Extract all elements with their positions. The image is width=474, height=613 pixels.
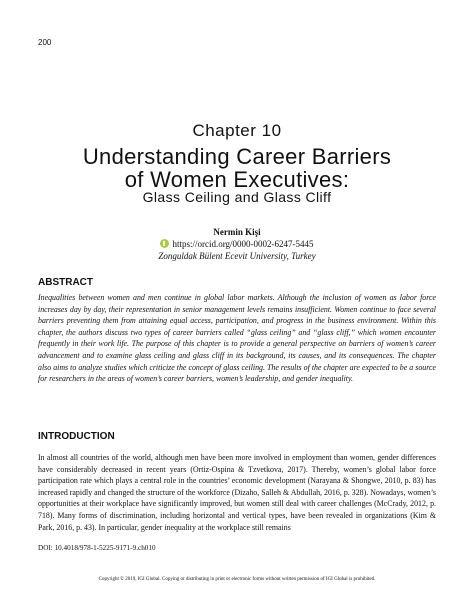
author-name: Nermin Kişi bbox=[213, 227, 261, 237]
abstract-body: Inequalities between women and men continue in global labor markets. Although the inclusion of women as labor force increases day by day, their representation in senior management levels remains insufficient. Women continue to face several barriers preventing them from attaining equal access, participation, and progress in the business environment. Within this chapter, the authors discuss two types of career barriers called “glass ceiling” and “glass cliff,” which women encounter frequently in their work life. The purpose of this chapter is to provide a general perspective on barriers of women’s career advancement and to examine glass ceiling and glass cliff in its background, its causes, and its consequences. The chapter also aims to analyze studies which criticize the concept of glass ceiling. The results of the chapter are expected to be a source for researchers in the areas of women’s career barriers, women’s leadership, and gender inequality. bbox=[38, 293, 436, 384]
introduction-heading: INTRODUCTION bbox=[38, 431, 115, 442]
copyright-notice: Copyright © 2019, IGI Global. Copying or distributing in print or electronic forms without written permission of IGI Global is prohibited. bbox=[98, 577, 376, 582]
orcid-icon bbox=[160, 239, 169, 248]
introduction-body: In almost all countries of the world, although men have been more involved in employment than women, gender differences have considerably decreased in recent years (Ortiz-Ospina & Tzvetkova, 2017). Thereby, women’s global labor force participation rate which plays a central role in the countries’ economic development (Narayana & Shongwe, 2010, p. 83) has increased rapidly and changed the structure of the workforce (Dizaho, Salleh & Abdullah, 2016, p. 328). Nowadays, women’s opportunities at their workplace have significantly improved, but women still deal with career challenges (McCrady, 2012, p. 718). Many forms of discrimination, including horizontal and vertical types, have been revealed in organizations (Kim & Park, 2016, p. 43). In particular, gender inequality at the workplace still remains bbox=[38, 453, 436, 532]
chapter-title-line-2: of Women Executives: bbox=[124, 167, 350, 192]
chapter-label: Chapter 10 bbox=[192, 121, 282, 140]
chapter-title-line-1: Understanding Career Barriers bbox=[82, 144, 392, 169]
orcid-line bbox=[0, 239, 474, 249]
orcid-link[interactable]: https://orcid.org/0000-0002-6247-5445 bbox=[172, 239, 314, 249]
chapter-title bbox=[0, 145, 474, 191]
chapter-subtitle: Glass Ceiling and Glass Cliff bbox=[142, 189, 332, 205]
author-affiliation: Zonguldak Bülent Ecevit University, Turkey bbox=[158, 251, 316, 261]
doi-line: DOI: 10.4018/978-1-5225-9171-9.ch010 bbox=[38, 544, 156, 552]
abstract-heading: ABSTRACT bbox=[38, 277, 93, 288]
page-number: 200 bbox=[38, 38, 52, 47]
